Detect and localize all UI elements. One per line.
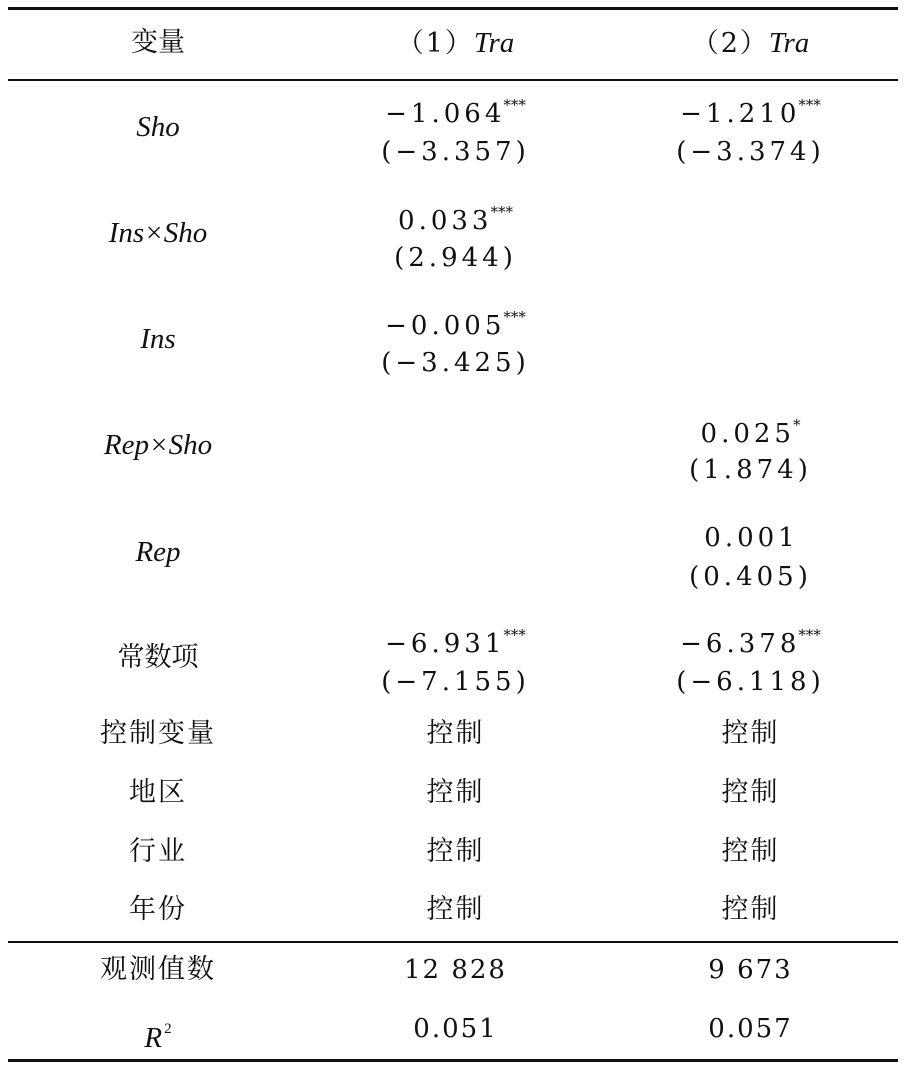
row-rep-x-sho-col2-coef [603,410,898,449]
significance-stars: *** [798,96,821,114]
row-label-rep-x-sho: Rep×Sho [103,429,213,461]
row-sho-col1-coef [308,90,603,129]
row-ins-x-sho-col1-coef [308,197,603,236]
significance-stars: *** [798,626,821,644]
header-col2 [603,28,898,59]
row-constant-col2-tstat: (−6.118) [676,667,825,697]
header-rule [8,79,898,81]
row-ins-col1-tstat: (−3.425) [381,348,530,378]
industry-col1: 控制 [426,836,485,867]
coef-value: −6.378 [680,629,801,659]
r-squared-symbol: R [144,1022,163,1054]
row-rep-col2-coef [603,514,898,553]
header-col2-number: （2） [691,28,769,59]
row-constant-col2-coef [603,620,898,659]
row-label-year: 年份 [129,894,187,925]
row-constant-col1-coef [308,620,603,659]
coef-value: −0.005 [385,311,506,341]
row-sho-col2-coef [603,90,898,129]
significance-stars: *** [503,96,526,114]
year-col1: 控制 [426,894,485,925]
row-sho-col1-tstat: (−3.357) [381,137,530,167]
coef-value: −1.210 [680,99,801,129]
row-label-ins: Ins [140,323,176,355]
row-label-constant: 常数项 [117,642,199,673]
row-label-sho: Sho [136,111,180,143]
row-label-ins-x-sho: Ins×Sho [108,217,208,249]
coef-value: 0.025 [700,419,795,449]
significance-stars: * [792,416,801,434]
row-ins-col1-coef [308,302,603,341]
observations-col2: 9 673 [708,955,793,985]
year-col2: 控制 [721,894,780,925]
control-variables-col2: 控制 [721,718,780,749]
region-col2: 控制 [721,777,780,808]
control-variables-col1: 控制 [426,718,485,749]
row-rep-x-sho-col2-tstat: (1.874) [689,455,812,485]
coef-value: −1.064 [385,99,506,129]
industry-col2: 控制 [721,836,780,867]
row-label-r-squared [8,1014,308,1053]
row-sho-col2-tstat: (−3.374) [676,137,825,167]
r-squared-col1: 0.051 [413,1014,498,1044]
header-col1-number: （1） [396,28,474,59]
row-constant-col1-tstat: (−7.155) [381,667,530,697]
row-label-rep: Rep [135,536,181,568]
observations-col1: 12 828 [404,955,507,985]
row-label-region: 地区 [129,777,187,808]
top-rule [8,7,898,10]
bottom-rule [8,1059,898,1062]
header-col2-name: Tra [768,27,810,59]
significance-stars: *** [503,308,526,326]
r-squared-superscript: 2 [164,1021,172,1037]
row-rep-col2-tstat: (0.405) [689,562,812,592]
header-variable: 变量 [131,27,185,58]
r-squared-col2: 0.057 [708,1014,793,1044]
row-label-observations: 观测值数 [100,954,216,985]
header-col1-name: Tra [473,27,515,59]
significance-stars: *** [503,626,526,644]
row-label-industry: 行业 [129,836,187,867]
row-ins-x-sho-col1-tstat: (2.944) [394,243,517,273]
coef-value: 0.033 [398,206,493,236]
stats-rule [8,941,898,943]
significance-stars: *** [490,203,513,221]
row-label-control-variables: 控制变量 [100,718,216,749]
region-col1: 控制 [426,777,485,808]
header-col1 [308,28,603,59]
coef-value: 0.001 [704,523,799,553]
coef-value: −6.931 [385,629,506,659]
